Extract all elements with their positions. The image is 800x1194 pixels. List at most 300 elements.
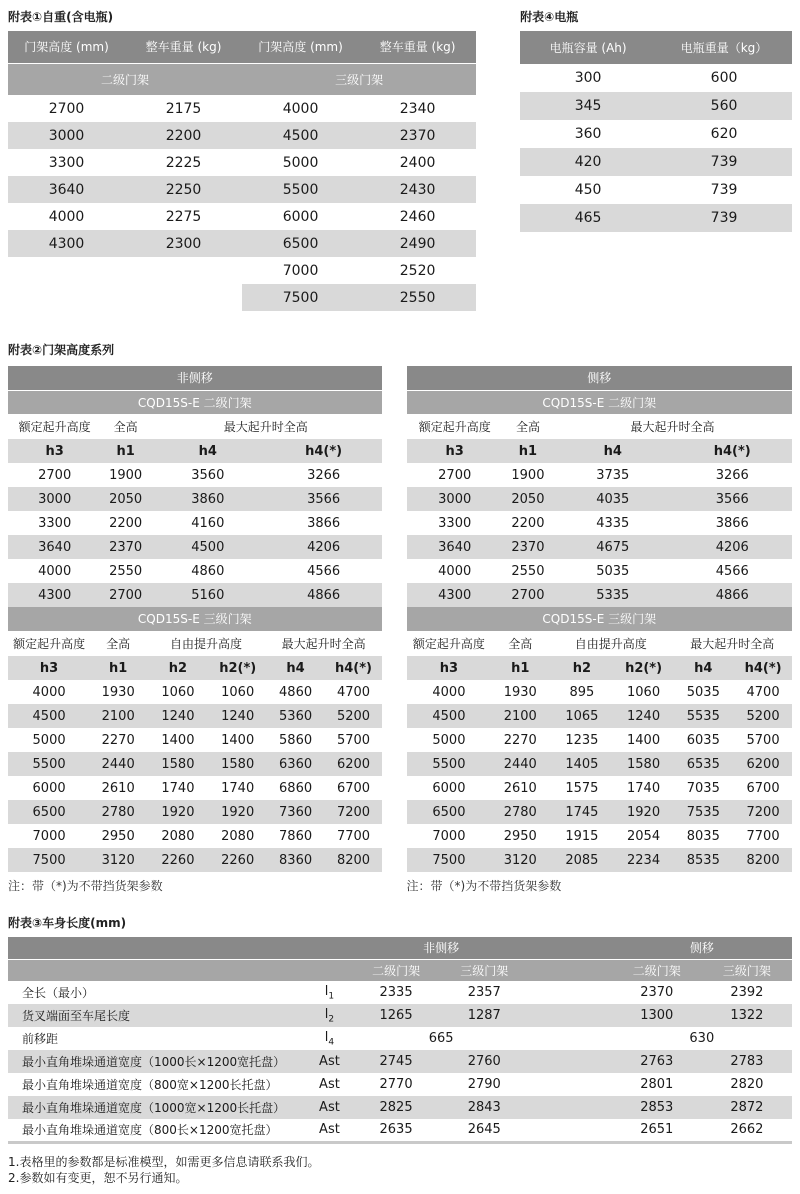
symbol-header: h4(*) <box>325 656 381 680</box>
table-cell: 2080 <box>161 828 195 844</box>
table-cell: 1322 <box>702 1004 792 1027</box>
table-row <box>407 800 792 824</box>
column-header: 三级门架 <box>702 959 792 981</box>
table-cell: 2651 <box>640 1122 674 1138</box>
table-cell: 1060 <box>627 684 661 700</box>
column-header: 额定起升高度 <box>8 414 101 439</box>
table-cell: 2843 <box>439 1096 529 1119</box>
battery-section <box>520 8 792 232</box>
table-cell: 1930 <box>503 684 537 700</box>
table-cell: 1920 <box>210 800 266 824</box>
symbol-header: h3 <box>407 439 503 463</box>
footer-note-line: 1.表格里的参数都是标准模型，如需更多信息请联系我们。 <box>8 1154 320 1169</box>
table-row <box>8 122 476 149</box>
table-cell: 2801 <box>640 1077 674 1092</box>
mast-note: 注：带（*)为不带挡货架参数 <box>406 879 562 893</box>
mast-model-label: CQD15S-E 二级门架 <box>8 390 382 414</box>
table-cell: 2635 <box>379 1122 413 1138</box>
table-row <box>407 824 792 848</box>
table-cell: 2440 <box>491 752 549 776</box>
symbol-header: h4(*) <box>734 656 792 680</box>
column-header: 全高 <box>491 631 549 656</box>
table-row <box>407 776 792 800</box>
table-cell: 2340 <box>399 100 436 117</box>
mast-symbol-header-row <box>8 656 382 680</box>
table-cell: 4000 <box>38 563 72 579</box>
table-cell: 360 <box>574 126 602 142</box>
footer-note-line: 2.参数如有变更，恕不另行通知。 <box>8 1170 188 1185</box>
table-row <box>407 535 792 559</box>
table-cell: 600 <box>710 70 738 87</box>
table-cell: 6000 <box>432 780 466 796</box>
table-cell: 2610 <box>101 780 135 796</box>
table-row <box>407 463 792 487</box>
table-cell: 739 <box>656 204 792 232</box>
table-cell: 5160 <box>150 583 266 607</box>
table-cell: 2100 <box>491 704 549 728</box>
table-cell: 2270 <box>503 732 537 748</box>
mast-tables-row <box>8 366 792 894</box>
table-cell: 2200 <box>125 122 242 149</box>
table-cell: 345 <box>520 92 656 120</box>
table-cell: 1240 <box>210 704 266 728</box>
table-cell: 7200 <box>325 800 381 824</box>
empty-header <box>529 937 611 959</box>
table-row <box>520 92 792 120</box>
table-cell: 1240 <box>615 704 673 728</box>
table-cell: 2790 <box>467 1077 501 1092</box>
table-cell: 4206 <box>266 535 382 559</box>
table-cell: 6535 <box>672 752 734 776</box>
row-label: 全长（最小） <box>22 986 95 1001</box>
table-cell: 2250 <box>125 176 242 203</box>
row-label: 最小直角堆垛通道宽度（800宽×1200长托盘） <box>22 1078 278 1092</box>
table-row <box>8 535 382 559</box>
table-cell: 5335 <box>553 583 672 607</box>
table-cell: 3000 <box>407 487 503 511</box>
row-symbol: $l_2$ <box>306 1004 353 1027</box>
row-symbol: $l_4$ <box>324 1029 335 1048</box>
table-cell: 2825 <box>353 1096 439 1119</box>
table-cell: 1265 <box>353 1004 439 1027</box>
table-cell: 2225 <box>165 154 202 171</box>
table-cell: 5000 <box>432 732 466 748</box>
symbol-header: h2(*) <box>210 656 266 680</box>
table-cell: 2392 <box>730 985 764 1001</box>
table-cell: 6200 <box>325 752 381 776</box>
column-header: 整车重量 (kg) <box>125 31 242 63</box>
table-row <box>8 1119 792 1142</box>
mast-table-sideshift <box>407 366 792 872</box>
column-header: 门架高度 (mm) <box>242 31 359 63</box>
table-cell: 1060 <box>161 684 195 700</box>
table-row <box>8 752 382 776</box>
table-row <box>520 120 792 148</box>
table-cell: 2400 <box>399 154 436 171</box>
empty-header <box>8 959 353 981</box>
mast-height-series-title: 附表②门架高度系列 <box>8 343 115 357</box>
column-header: 自由提升高度 <box>146 631 266 656</box>
symbol-header: h3 <box>407 656 492 680</box>
top-tables-row <box>8 8 792 311</box>
table-cell: 2872 <box>702 1096 792 1119</box>
table-cell: 2054 <box>627 828 661 844</box>
table-cell: 7000 <box>432 828 466 844</box>
table-cell: 6360 <box>266 752 326 776</box>
table-row <box>8 95 476 122</box>
table-cell: 2175 <box>165 100 202 117</box>
table-cell: 2783 <box>702 1050 792 1073</box>
mast-column-header-row <box>407 414 792 439</box>
table-cell: 2520 <box>399 262 436 279</box>
table-cell: 739 <box>656 148 792 176</box>
footer-notes <box>8 1154 792 1186</box>
table-cell: 2700 <box>101 583 150 607</box>
table-cell: 1405 <box>549 752 615 776</box>
table-row <box>8 203 476 230</box>
table-cell: 1580 <box>146 752 210 776</box>
symbol-header: h1 <box>491 656 549 680</box>
body-length-subheader-row <box>8 959 792 981</box>
column-header: 额定起升高度 <box>407 631 492 656</box>
row-symbol: $l_1$ <box>324 983 335 1002</box>
symbol-header: h4 <box>553 439 672 463</box>
table-cell: 6000 <box>32 780 66 796</box>
table-cell: 895 <box>569 684 595 700</box>
table-cell: 1900 <box>511 467 545 483</box>
column-header: 电瓶重量（kg） <box>656 31 792 64</box>
body-length-table <box>8 937 792 1144</box>
row-label: 最小直角堆垛通道宽度（1000长×1200宽托盘） <box>8 1050 306 1073</box>
symbol-header: h4 <box>150 439 266 463</box>
table-row <box>8 284 476 311</box>
self-weight-group-row <box>8 63 476 95</box>
self-weight-table <box>8 31 476 311</box>
spacer-cell <box>529 1027 611 1050</box>
mast-model-header <box>8 390 382 414</box>
table-cell: 5700 <box>746 732 780 748</box>
table-cell: 1400 <box>161 732 195 748</box>
mast-model-label: CQD15S-E 三级门架 <box>8 607 382 631</box>
table-row <box>8 981 792 1004</box>
symbol-header: h4(*) <box>672 439 792 463</box>
table-cell: 1915 <box>565 828 599 844</box>
symbol-header: h3 <box>8 656 90 680</box>
table-cell: 4700 <box>746 684 780 700</box>
table-cell: 6500 <box>407 800 492 824</box>
column-header: 全高 <box>90 631 146 656</box>
table-cell: 2820 <box>730 1077 764 1092</box>
table-cell: 1300 <box>612 1004 702 1027</box>
symbol-header: h4 <box>266 656 326 680</box>
table-cell: 4566 <box>715 563 749 579</box>
table-cell: 2370 <box>101 535 150 559</box>
table-cell: 4700 <box>336 684 371 700</box>
table-cell: 6860 <box>279 780 313 796</box>
table-cell: 8035 <box>686 828 720 844</box>
table-cell: 5500 <box>242 176 359 203</box>
table-cell: 2745 <box>353 1050 439 1073</box>
table-cell: 5360 <box>266 704 326 728</box>
table-cell: 2050 <box>101 487 150 511</box>
table-cell: 7500 <box>407 848 492 872</box>
table-cell: 1740 <box>161 780 195 796</box>
table-row <box>8 728 382 752</box>
table-cell: 2770 <box>379 1077 413 1092</box>
table-cell: 1065 <box>549 704 615 728</box>
table-cell: 5035 <box>686 684 720 700</box>
table-cell: 4000 <box>48 208 85 225</box>
table-cell: 2357 <box>467 985 501 1001</box>
empty-cell <box>8 284 125 311</box>
table-row <box>407 704 792 728</box>
table-cell: 2700 <box>48 100 85 117</box>
table-cell: 2550 <box>511 563 545 579</box>
self-weight-table-title: 附表①自重(含电瓶) <box>8 10 114 24</box>
empty-header <box>8 937 353 959</box>
table-cell: 2260 <box>210 848 266 872</box>
mast-section-non-sideshift <box>8 366 382 894</box>
mast-group-header <box>407 366 792 390</box>
mast-column-header-row <box>8 631 382 656</box>
table-cell: 4160 <box>191 515 225 531</box>
table-cell: 1240 <box>146 704 210 728</box>
column-header: 额定起升高度 <box>8 631 90 656</box>
symbol-header: h4(*) <box>266 439 382 463</box>
table-row <box>520 176 792 204</box>
table-cell: 6700 <box>746 780 780 796</box>
table-row <box>8 1073 792 1096</box>
row-symbol: Ast <box>306 1096 353 1119</box>
table-cell: 5200 <box>325 704 381 728</box>
table-cell: 3000 <box>8 487 101 511</box>
column-header: 二级门架 <box>353 959 439 981</box>
table-row <box>8 824 382 848</box>
body-length-group-row <box>8 937 792 959</box>
table-row <box>407 583 792 607</box>
battery-header-row <box>520 31 792 64</box>
table-cell: 3566 <box>266 487 382 511</box>
table-cell: 6700 <box>336 780 371 796</box>
table-cell: 1287 <box>439 1004 529 1027</box>
table-cell: 8535 <box>672 848 734 872</box>
symbol-header: h3 <box>8 439 101 463</box>
table-cell: 2763 <box>612 1050 702 1073</box>
table-cell: 1930 <box>101 684 135 700</box>
mast-table <box>8 607 382 872</box>
column-header: 最大起升时全高 <box>553 414 792 439</box>
table-cell: 4675 <box>553 535 672 559</box>
table-cell: 7035 <box>686 780 720 796</box>
table-cell: 1745 <box>549 800 615 824</box>
table-cell: 7200 <box>734 800 792 824</box>
column-header: 最大起升时全高 <box>672 631 792 656</box>
row-label: 最小直角堆垛通道宽度（1000宽×1200长托盘） <box>8 1096 306 1119</box>
table-cell: 7500 <box>8 848 90 872</box>
battery-table <box>520 31 792 232</box>
table-cell: 7535 <box>672 800 734 824</box>
column-header: 最大起升时全高 <box>266 631 382 656</box>
mast-group-label: 侧移 <box>407 366 792 390</box>
table-cell: 4500 <box>407 704 492 728</box>
table-cell: 4860 <box>279 684 313 700</box>
table-cell: 2100 <box>90 704 146 728</box>
mast-group-header <box>8 366 382 390</box>
table-cell: 2550 <box>359 284 476 311</box>
table-cell: 1400 <box>627 732 661 748</box>
table-cell: 2370 <box>640 985 674 1001</box>
table-cell: 300 <box>574 70 602 87</box>
table-row <box>8 848 382 872</box>
row-label: 前移距 <box>22 1032 59 1046</box>
table-row <box>8 487 382 511</box>
table-cell: 4300 <box>8 583 101 607</box>
table-cell: 2260 <box>146 848 210 872</box>
table-row <box>8 583 382 607</box>
table-cell: 5500 <box>407 752 492 776</box>
mast-table <box>407 607 792 872</box>
table-cell: 7000 <box>32 828 66 844</box>
table-cell: 3266 <box>307 467 341 483</box>
table-cell: 4300 <box>407 583 503 607</box>
table-row <box>8 230 476 257</box>
table-cell: 3735 <box>596 467 630 483</box>
table-row <box>407 559 792 583</box>
table-cell: 4000 <box>438 563 472 579</box>
table-cell: 5500 <box>8 752 90 776</box>
self-weight-section <box>8 8 476 311</box>
table-cell: 2645 <box>467 1122 501 1138</box>
table-cell: 8200 <box>734 848 792 872</box>
column-header: 门架高度 (mm) <box>8 31 125 63</box>
row-symbol: Ast <box>319 1077 340 1092</box>
table-cell: 2440 <box>90 752 146 776</box>
table-cell: 4000 <box>432 684 466 700</box>
table-cell: 3300 <box>438 515 472 531</box>
table-cell: 7500 <box>242 284 359 311</box>
symbol-header: h2 <box>549 656 615 680</box>
table-cell: 2460 <box>399 208 436 225</box>
table-cell: 7860 <box>279 828 313 844</box>
table-cell: 5200 <box>734 704 792 728</box>
table-cell: 2050 <box>503 487 553 511</box>
mast-symbol-header-row <box>407 656 792 680</box>
group-header: 侧移 <box>612 937 792 959</box>
row-label: 最小直角堆垛通道宽度（800长×1200宽托盘） <box>22 1123 278 1138</box>
mast-section-sideshift <box>407 366 792 894</box>
table-cell: 3866 <box>715 515 749 531</box>
table-cell: 1920 <box>615 800 673 824</box>
symbol-header: h4 <box>672 656 734 680</box>
mast-column-header-row <box>8 414 382 439</box>
table-cell: 2700 <box>38 467 72 483</box>
table-cell: 6500 <box>8 800 90 824</box>
table-cell: 7700 <box>336 828 371 844</box>
self-weight-header-row <box>8 31 476 63</box>
table-row <box>8 800 382 824</box>
table-cell: 3120 <box>491 848 549 872</box>
column-header: 整车重量 (kg) <box>359 31 476 63</box>
mast-table-non-sideshift <box>8 366 382 872</box>
table-cell: 2950 <box>101 828 135 844</box>
table-cell: 7000 <box>282 262 319 279</box>
table-cell: 5700 <box>336 732 371 748</box>
column-header: 自由提升高度 <box>549 631 672 656</box>
table-cell: 3560 <box>191 467 225 483</box>
table-cell: 2700 <box>438 467 472 483</box>
table-cell: 4866 <box>672 583 792 607</box>
mast-model-label: CQD15S-E 三级门架 <box>407 607 792 631</box>
table-cell: 1900 <box>109 467 143 483</box>
table-cell: 2300 <box>125 230 242 257</box>
group-header: 二级门架 <box>8 63 242 95</box>
empty-cell <box>8 257 125 284</box>
table-cell: 1740 <box>221 780 255 796</box>
table-cell: 1060 <box>221 684 255 700</box>
mast-model-label: CQD15S-E 二级门架 <box>407 390 792 414</box>
mast-model-header <box>407 390 792 414</box>
table-cell: 2270 <box>101 732 135 748</box>
table-cell: 2700 <box>503 583 553 607</box>
table-cell: 1400 <box>221 732 255 748</box>
table-cell: 6000 <box>282 208 319 225</box>
table-cell: 5535 <box>672 704 734 728</box>
table-cell: 2200 <box>109 515 143 531</box>
row-symbol: Ast <box>319 1122 340 1138</box>
body-length-table-title: 附表③车身长度(mm) <box>8 916 127 930</box>
table-row <box>407 487 792 511</box>
table-row <box>8 704 382 728</box>
table-cell: 1740 <box>627 780 661 796</box>
mast-column-header-row <box>407 631 792 656</box>
table-cell: 1235 <box>565 732 599 748</box>
table-cell: 4500 <box>242 122 359 149</box>
table-cell: 6500 <box>242 230 359 257</box>
table-row <box>407 511 792 535</box>
table-cell: 4206 <box>672 535 792 559</box>
table-cell: 8360 <box>266 848 326 872</box>
table-cell: 2080 <box>221 828 255 844</box>
table-row <box>407 848 792 872</box>
table-row <box>520 148 792 176</box>
table-row <box>8 776 382 800</box>
table-row <box>8 1004 792 1027</box>
table-cell: 2780 <box>491 800 549 824</box>
table-cell: 2200 <box>511 515 545 531</box>
table-cell: 420 <box>520 148 656 176</box>
table-cell: 3866 <box>307 515 341 531</box>
table-cell: 2234 <box>615 848 673 872</box>
table-cell: 1920 <box>146 800 210 824</box>
column-header: 最大起升时全高 <box>150 414 382 439</box>
table-cell: 8200 <box>325 848 381 872</box>
table-cell: 2335 <box>379 985 413 1001</box>
group-header: 非侧移 <box>353 937 529 959</box>
group-header: 三级门架 <box>242 63 476 95</box>
table-cell: 560 <box>656 92 792 120</box>
empty-cell <box>125 284 242 311</box>
mast-note: 注：带（*)为不带挡货架参数 <box>8 879 163 893</box>
table-row <box>8 511 382 535</box>
column-header: 电瓶容量 (Ah) <box>520 31 656 64</box>
table-cell: 665 <box>428 1031 454 1046</box>
mast-group-label: 非侧移 <box>8 366 382 390</box>
mast-model-header <box>407 607 792 631</box>
table-cell: 6200 <box>734 752 792 776</box>
table-cell: 3566 <box>672 487 792 511</box>
table-cell: 620 <box>710 126 738 142</box>
table-cell: 7700 <box>746 828 780 844</box>
